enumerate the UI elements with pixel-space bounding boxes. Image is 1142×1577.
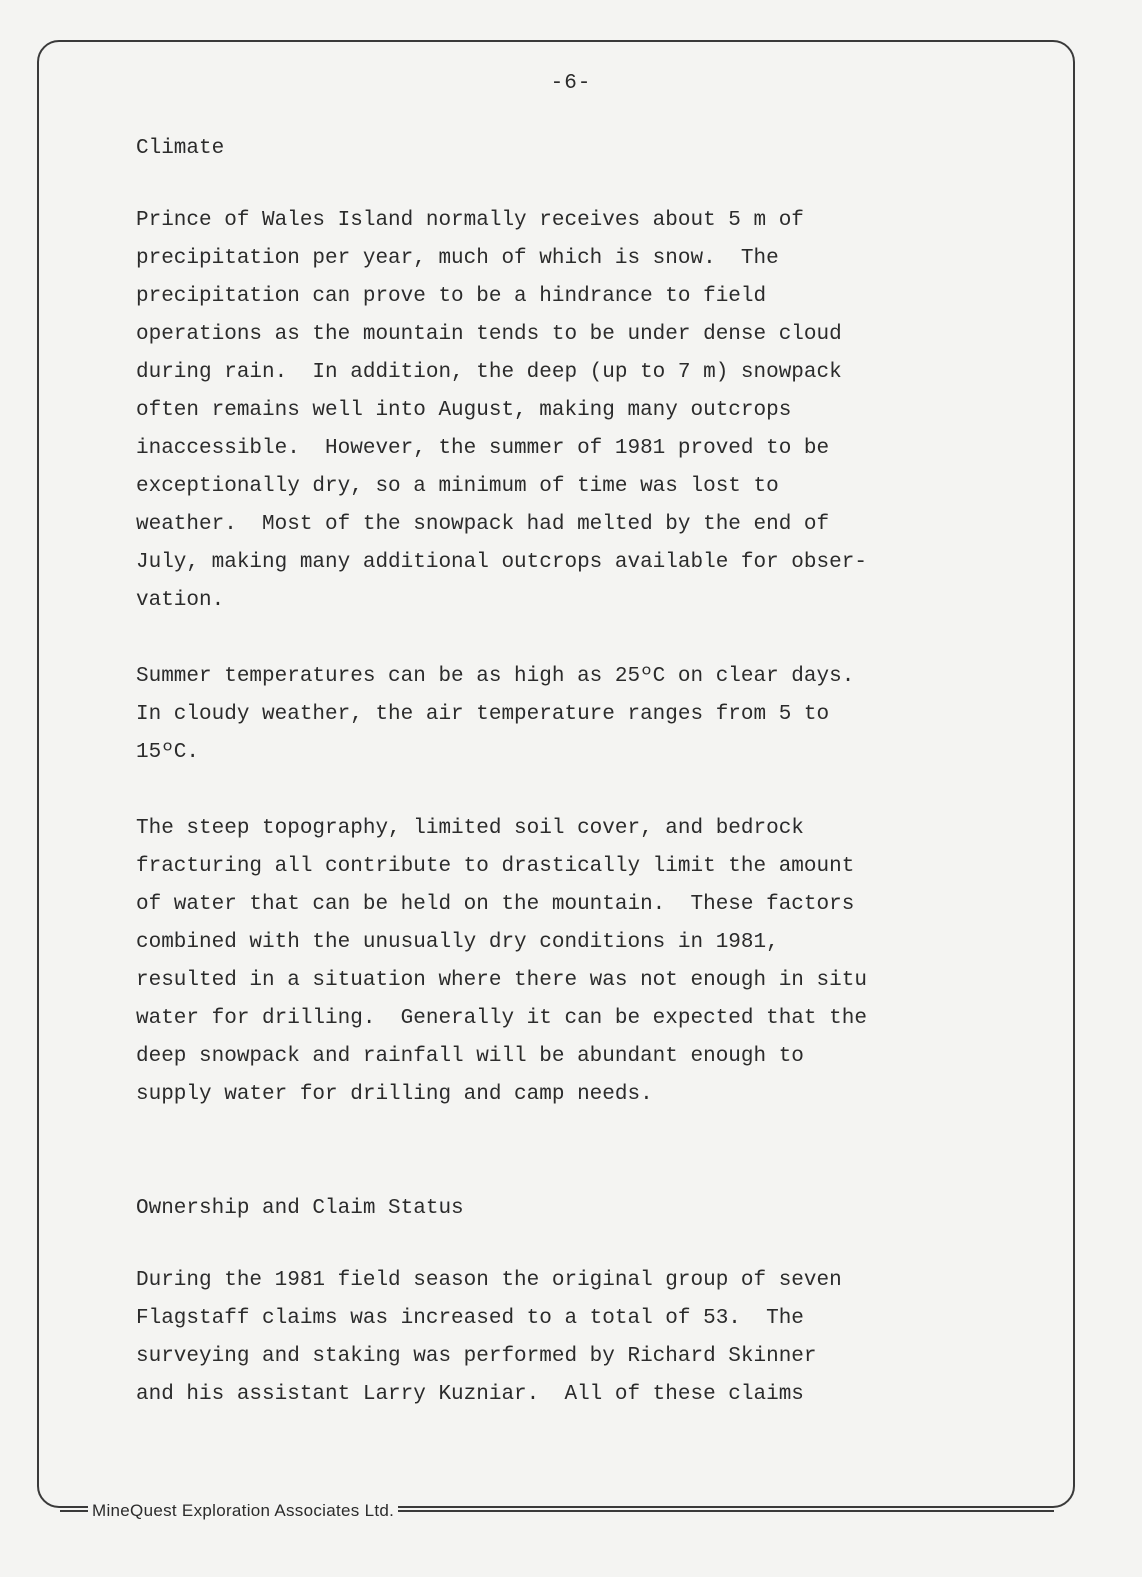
paragraph-water-supply: The steep topography, limited soil cover, and bedrock fracturing all contribute to drastically limit the amount of water that can be held on the mountain. These factors combined with the unusually dry conditions in 1981, resulted in a situation where there was not enough in situ water for drilling. Generally it can be expected that the deep snowpack and rainfall will be abundant enough to supply water for drilling and camp needs.	[136, 817, 867, 1106]
document-body	[136, 130, 1016, 1414]
footer-company-name: MineQuest Exploration Associates Ltd.	[88, 1501, 398, 1521]
footer	[60, 1496, 1070, 1526]
section-heading-ownership: Ownership and Claim Status	[136, 1197, 464, 1220]
footer-rule-left	[60, 1510, 88, 1512]
paragraph-claims: During the 1981 field season the original group of seven Flagstaff claims was increased to a total of 53. The surveying and staking was performed by Richard Skinner and his assistant Larry Kuzniar. All of these claims	[136, 1269, 842, 1406]
section-heading-climate: Climate	[136, 137, 225, 160]
paragraph-temperatures: Summer temperatures can be as high as 25ºC on clear days. In cloudy weather, the air temperature ranges from 5 to 15ºC.	[136, 665, 855, 764]
paragraph-precipitation: Prince of Wales Island normally receives about 5 m of precipitation per year, much of which is snow. The precipitation can prove to be a hindrance to field operations as the mountain tends to be under dense cloud during rain. In addition, the deep (up to 7 m) snowpack often remains well into August, making many outcrops inaccessible. However, the summer of 1981 proved to be exceptionally dry, so a minimum of time was lost to weather. Most of the snowpack had melted by the end of July, making many additional outcrops available for obser- vation.	[136, 209, 867, 612]
footer-rule-right	[398, 1510, 1054, 1512]
page-number: -6-	[550, 72, 592, 95]
